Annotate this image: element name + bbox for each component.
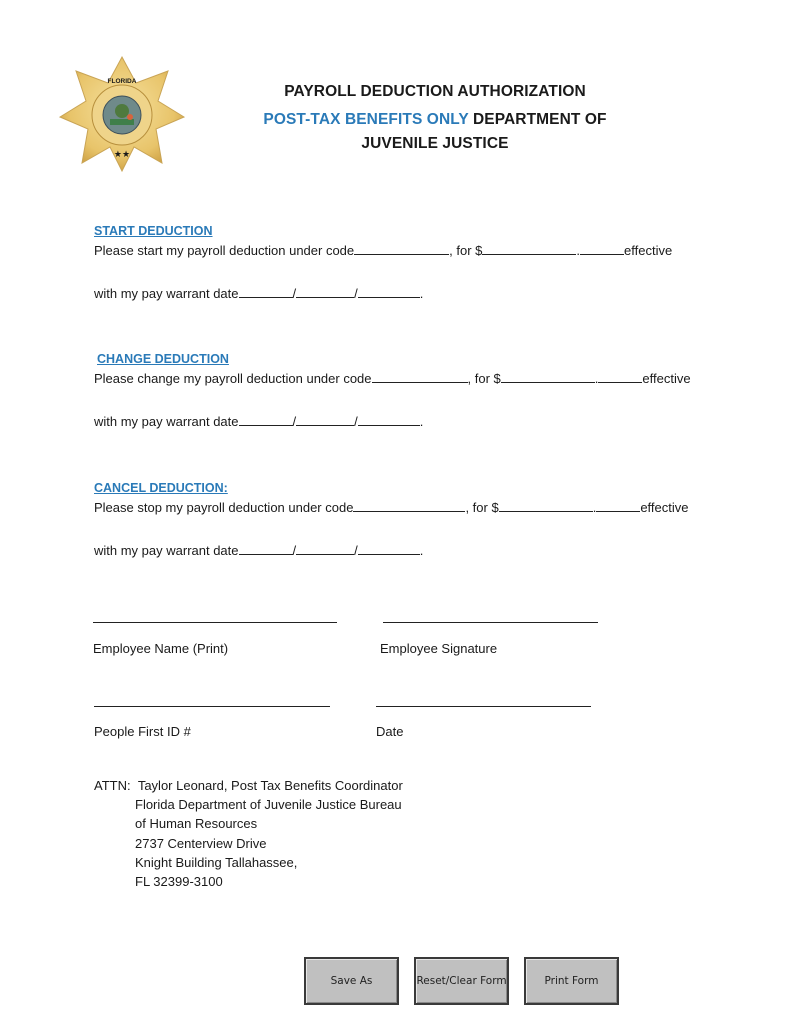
department-label: DEPARTMENT OF bbox=[468, 111, 607, 128]
cancel-year-field[interactable] bbox=[358, 543, 420, 555]
people-first-id-label: People First ID # bbox=[94, 724, 191, 739]
attn-line-5: Knight Building Tallahassee, bbox=[135, 854, 298, 870]
employee-name-line[interactable] bbox=[93, 622, 337, 623]
print-form-button[interactable]: Print Form bbox=[524, 957, 619, 1005]
start-warrant-date-line bbox=[94, 286, 423, 301]
attn-line-4: 2737 Centerview Drive bbox=[135, 835, 267, 851]
employee-signature-line[interactable] bbox=[383, 622, 598, 623]
start-period: . bbox=[419, 286, 424, 301]
attn-line-1 bbox=[94, 776, 403, 795]
date-line[interactable] bbox=[376, 706, 591, 707]
attn-address-block bbox=[94, 776, 403, 891]
cancel-period: . bbox=[419, 543, 424, 558]
people-first-id-line[interactable] bbox=[94, 706, 330, 707]
change-code-field[interactable] bbox=[372, 371, 468, 383]
start-decimal-point: . bbox=[576, 243, 581, 258]
cancel-deduction-sentence bbox=[94, 500, 689, 515]
start-deduction-sentence bbox=[94, 243, 672, 258]
start-slash-1: / bbox=[292, 286, 297, 301]
cancel-deduction-heading: CANCEL DEDUCTION: bbox=[94, 481, 228, 495]
form-subtitle bbox=[0, 111, 800, 129]
cancel-cents-field[interactable] bbox=[596, 500, 640, 512]
cancel-decimal-point: . bbox=[592, 500, 597, 515]
change-slash-1: / bbox=[292, 414, 297, 429]
attn-label: ATTN: bbox=[94, 778, 131, 793]
cancel-warrant-text: with my pay warrant date bbox=[94, 543, 239, 558]
change-warrant-date-line bbox=[94, 414, 423, 429]
start-dollars-field[interactable] bbox=[482, 243, 576, 255]
cancel-sentence-text: Please stop my payroll deduction under code bbox=[94, 500, 354, 515]
change-warrant-text: with my pay warrant date bbox=[94, 414, 239, 429]
start-month-field[interactable] bbox=[239, 286, 293, 298]
cancel-slash-2: / bbox=[354, 543, 358, 558]
start-warrant-text: with my pay warrant date bbox=[94, 286, 239, 301]
attn-recipient: Taylor Leonard, Post Tax Benefits Coordinator bbox=[137, 778, 403, 793]
attn-line-6: FL 32399-3100 bbox=[135, 874, 223, 890]
employee-signature-label: Employee Signature bbox=[380, 641, 498, 656]
svg-text:FLORIDA: FLORIDA bbox=[107, 78, 137, 85]
change-decimal-point: . bbox=[594, 371, 599, 386]
svg-text:★★: ★★ bbox=[113, 150, 131, 160]
start-sentence-text: Please start my payroll deduction under code bbox=[94, 243, 355, 258]
cancel-slash-1: / bbox=[292, 543, 297, 558]
change-sentence-text: Please change my payroll deduction under code bbox=[94, 371, 372, 386]
cancel-day-field[interactable] bbox=[296, 543, 354, 555]
change-slash-2: / bbox=[354, 414, 358, 429]
save-as-button[interactable]: Save As bbox=[304, 957, 399, 1005]
start-deduction-heading: START DEDUCTION bbox=[94, 224, 213, 238]
change-month-field[interactable] bbox=[239, 414, 293, 426]
employee-name-label: Employee Name (Print) bbox=[93, 641, 229, 656]
start-code-field[interactable] bbox=[354, 243, 449, 255]
start-year-field[interactable] bbox=[358, 286, 420, 298]
change-cents-field[interactable] bbox=[598, 371, 642, 383]
attn-line-3: of Human Resources bbox=[135, 816, 258, 832]
form-title: PAYROLL DEDUCTION AUTHORIZATION bbox=[284, 83, 586, 100]
change-effective-text: effective bbox=[642, 371, 691, 386]
change-dollars-field[interactable] bbox=[501, 371, 595, 383]
date-label: Date bbox=[376, 724, 404, 739]
change-for-text: , for $ bbox=[467, 371, 501, 386]
start-cents-field[interactable] bbox=[580, 243, 624, 255]
cancel-effective-text: effective bbox=[640, 500, 689, 515]
change-deduction-heading: CHANGE DEDUCTION bbox=[97, 352, 229, 366]
attn-line-2: Florida Department of Juvenile Justice Bureau bbox=[135, 797, 402, 813]
cancel-code-field[interactable] bbox=[353, 500, 465, 512]
post-tax-label: POST-TAX BENEFITS ONLY bbox=[263, 111, 469, 128]
start-day-field[interactable] bbox=[296, 286, 354, 298]
cancel-dollars-field[interactable] bbox=[499, 500, 593, 512]
start-for-text: , for $ bbox=[449, 243, 483, 258]
change-day-field[interactable] bbox=[296, 414, 354, 426]
change-period: . bbox=[419, 414, 424, 429]
start-slash-2: / bbox=[354, 286, 358, 301]
reset-clear-form-button[interactable]: Reset/Clear Form bbox=[414, 957, 509, 1005]
department-name: JUVENILE JUSTICE bbox=[361, 135, 509, 152]
cancel-for-text: , for $ bbox=[465, 500, 499, 515]
change-year-field[interactable] bbox=[358, 414, 420, 426]
start-effective-text: effective bbox=[624, 243, 673, 258]
cancel-warrant-date-line bbox=[94, 543, 423, 558]
change-deduction-sentence bbox=[94, 371, 691, 386]
cancel-month-field[interactable] bbox=[239, 543, 293, 555]
